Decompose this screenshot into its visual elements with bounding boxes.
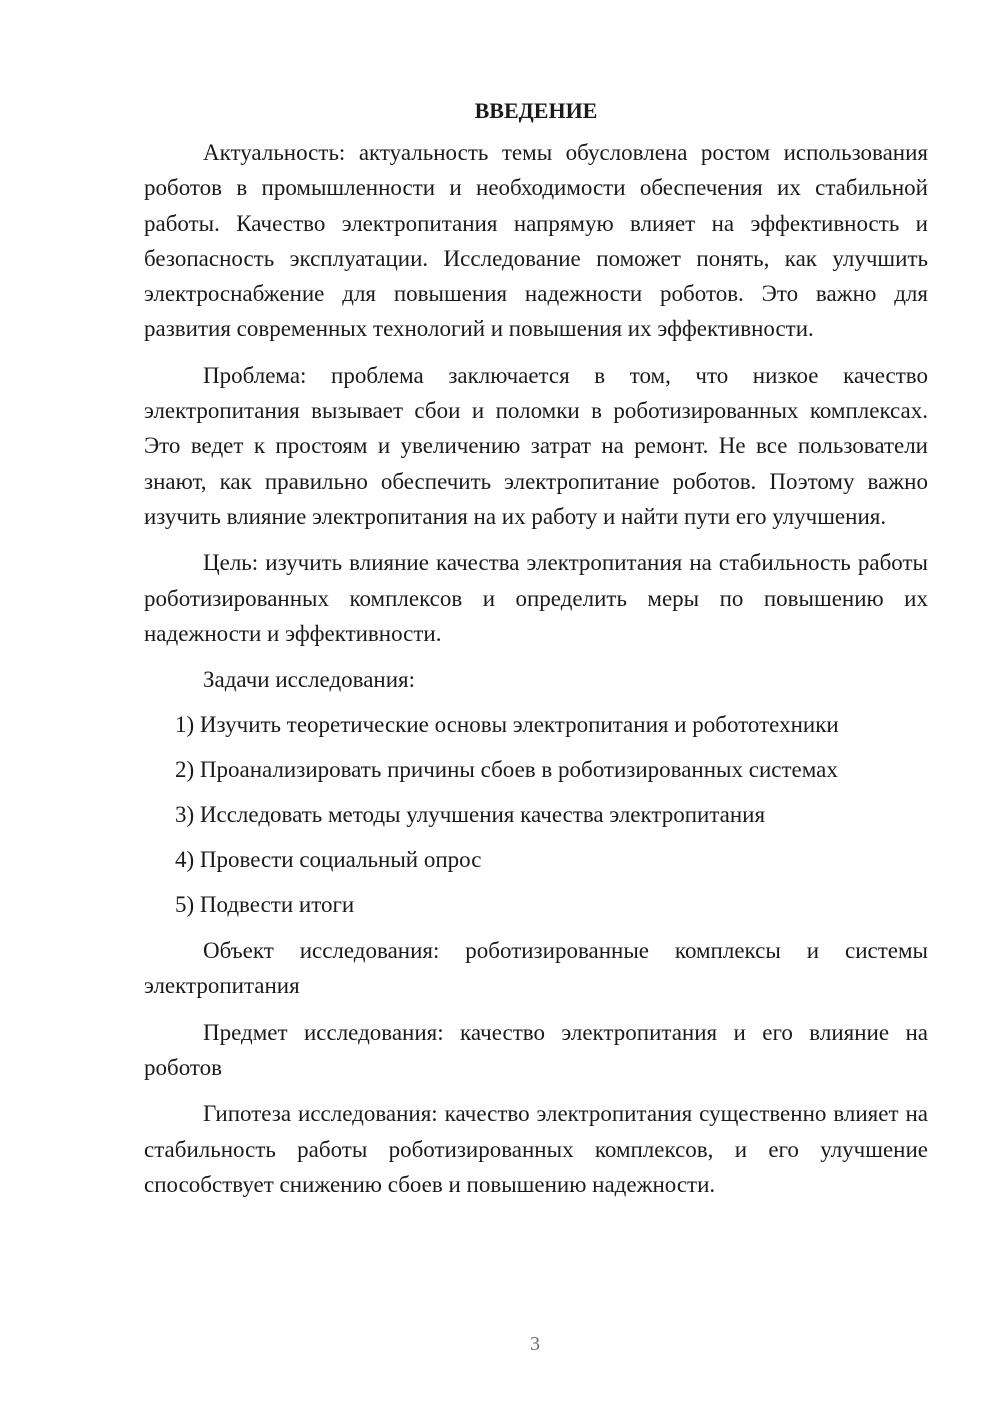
task-list xyxy=(144,707,928,922)
page-title: ВВЕДЕНИЕ xyxy=(474,98,598,123)
object-paragraph: Объект исследования: роботизированные комплексы и системы электропитания xyxy=(144,938,928,999)
page-content xyxy=(144,93,928,1202)
task-item-3: 3) Исследовать методы улучшения качества электропитания xyxy=(175,802,766,828)
task-item-5: 5) Подвести итоги xyxy=(175,892,355,918)
tasks-heading: Задачи исследования: xyxy=(203,667,416,693)
problem-paragraph: Проблема: проблема заключается в том, что низкое качество электропитания вызывает сбои и поломки в роботизированных комплексах. Это ведет к простоям и увеличению затрат на ремонт. Не все пользователи знают, как правильно обеспечить электропитание роботов. Поэтому важно изучить влияние электропитания на их работу и найти пути его улучшения. xyxy=(144,362,928,529)
relevance-paragraph: Актуальность: актуальность темы обусловлена ростом использования роботов в промышленности и необходимости обеспечения их стабильной работы. Качество электропитания напрямую влияет на эффективность и безопасность эксплуатации. Исследование поможет понять, как улучшить электроснабжение для повышения надежности роботов. Это важно для развития современных технологий и повышения их эффективности. xyxy=(144,140,928,342)
hypothesis-paragraph: Гипотеза исследования: качество электропитания существенно влияет на стабильность работы роботизированных комплексов, и его улучшение способствует снижению сбоев и повышению надежности. xyxy=(144,1101,928,1197)
subject-paragraph: Предмет исследования: качество электропитания и его влияние на роботов xyxy=(144,1019,928,1081)
task-item-1: 1) Изучить теоретические основы электропитания и робототехники xyxy=(175,712,839,738)
task-item-4: 4) Провести социальный опрос xyxy=(175,847,482,873)
goal-paragraph: Цель: изучить влияние качества электропитания на стабильность работы роботизированных комплексов и определить меры по повышению их надежности и эффективности. xyxy=(144,550,928,646)
task-item-2: 2) Проанализировать причины сбоев в роботизированных системах xyxy=(175,757,838,783)
page-number: 3 xyxy=(530,1333,540,1355)
